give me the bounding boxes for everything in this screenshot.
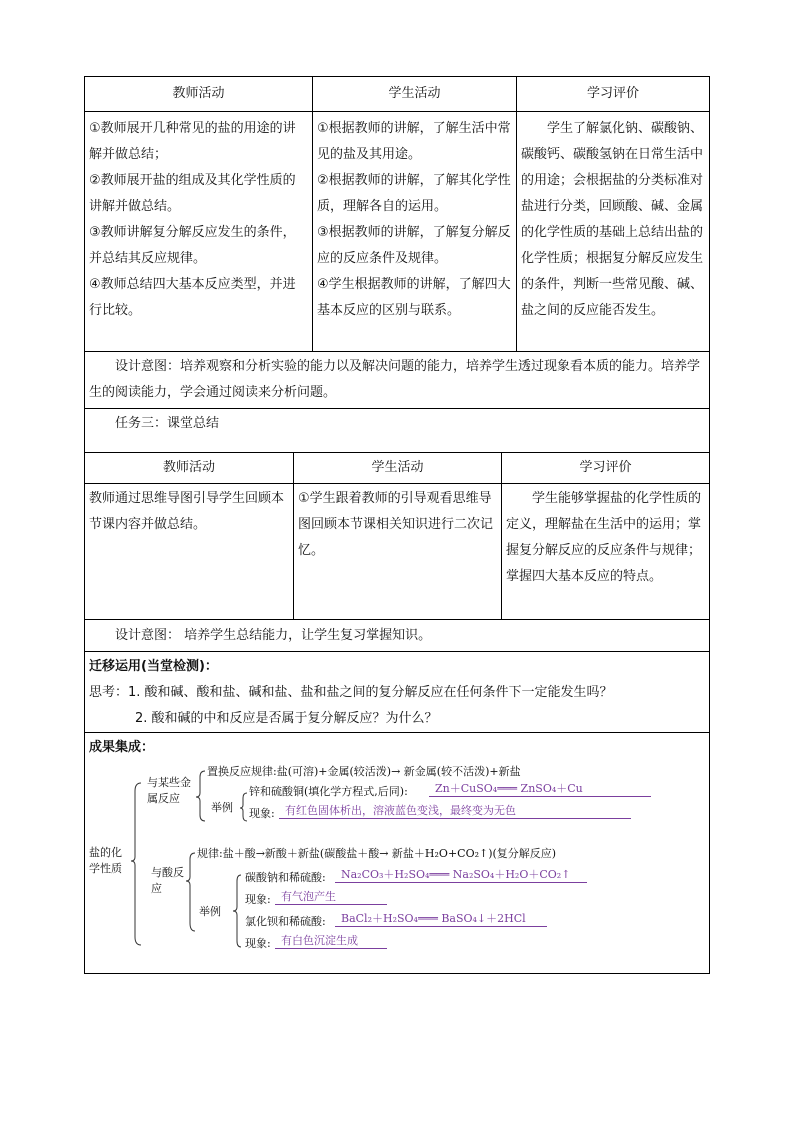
mind-ex1-phen-wrap	[279, 804, 631, 819]
design-intent-text: 设计意图：培养观察和分析实验的能力以及解决问题的能力，培养学生透过现象看本质的能力。培养学生的阅读能力，学会通过阅读来分析问题。	[89, 359, 701, 400]
teacher-text: 教师通过思维导图引导学生回顾本节课内容并做总结。	[89, 491, 285, 532]
teacher-item: ①教师展开几种常见的盐的用途的讲解并做总结；	[89, 121, 296, 162]
task-three-title: 任务三：课堂总结	[115, 416, 220, 431]
evaluation-text: 学生了解氯化钠、碳酸钠、碳酸钙、碳酸氢钠在日常生活中的用途；会根据盐的分类标准对盐进行分类，回顾酸、碱、金属的化学性质的基础上总结出盐的化学性质；根据复分解反应发生的条件，判断一些常见酸、碱、盐之间的反应能否发生。	[521, 121, 704, 318]
teacher-activity-cell	[85, 484, 294, 620]
evaluation-cell	[517, 112, 710, 352]
teacher-item: ③教师讲解复分解反应发生的条件，并总结其反应规律。	[89, 225, 296, 266]
evaluation-cell	[502, 484, 710, 620]
design-intent-text: 设计意图： 培养学生总结能力，让学生复习掌握知识。	[115, 627, 432, 643]
student-text: ①学生跟着教师的引导观看思维导图回顾本节课相关知识进行二次记忆。	[298, 491, 494, 558]
root-brace	[131, 783, 141, 945]
header-teacher: 教师活动	[85, 453, 294, 484]
mind-ex1-phenomenon: 有红色固体析出，溶液蓝色变浅，最终变为无色	[279, 804, 631, 819]
activity-table-2	[84, 452, 710, 974]
mind-rule-displacement: 置换反应规律:盐(可溶)+金属(较活泼)→ 新金属(较不活泼)+新盐	[207, 765, 521, 778]
mind-root: 盐的化学性质	[89, 846, 122, 875]
mind-branch-metal: 与某些金属反应	[147, 776, 191, 805]
example1-brace	[240, 793, 247, 821]
design-intent-2	[85, 620, 710, 652]
student-activity-cell	[294, 484, 502, 620]
mind-ex2-equation: Na₂CO₃＋H₂SO₄═══ Na₂SO₄＋H₂O＋CO₂↑	[335, 868, 587, 883]
mind-ex2-phenomenon: 有气泡产生	[275, 890, 387, 905]
mind-branch-acid: 与酸反应	[151, 866, 184, 895]
mind-ex3-phenomenon: 有白色沉淀生成	[275, 934, 387, 949]
header-teacher: 教师活动	[85, 77, 313, 112]
evaluation-text: 学生能够掌握盐的化学性质的定义，理解盐在生活中的运用；掌握复分解反应的反应条件与规律；掌握四大基本反应的特点。	[506, 491, 702, 584]
mind-phenomenon-label: 现象:	[245, 893, 271, 906]
header-evaluation: 学习评价	[502, 453, 710, 484]
transfer-title: 迁移运用(当堂检测)：	[89, 659, 218, 674]
results-section	[85, 733, 710, 974]
mind-ex1-equation: Zn＋CuSO₄═══ ZnSO₄＋Cu	[429, 782, 651, 797]
header-student: 学生活动	[313, 77, 517, 112]
mind-ex2-equation-wrap	[335, 868, 587, 883]
task-three-row	[85, 409, 710, 453]
header-student: 学生活动	[294, 453, 502, 484]
teacher-item: ②教师展开盐的组成及其化学性质的讲解并做总结。	[89, 173, 296, 214]
student-activity-cell	[313, 112, 517, 352]
mind-example-label: 举例	[199, 905, 221, 918]
mind-rule-acid: 规律:盐＋酸→新酸＋新盐(碳酸盐＋酸→ 新盐＋H₂O+CO₂↑)(复分解反应)	[197, 847, 557, 860]
mind-example-label: 举例	[211, 801, 233, 814]
document-page	[84, 76, 709, 974]
results-title: 成果集成：	[89, 740, 155, 755]
mind-ex2-label: 碳酸钠和稀硫酸:	[245, 871, 326, 884]
mind-ex3-phen-wrap	[275, 934, 387, 949]
branch1-brace	[196, 771, 205, 821]
activity-table-1	[84, 76, 710, 453]
student-item: ①根据教师的讲解，了解生活中常见的盐及其用途。	[317, 121, 511, 162]
student-item: ③根据教师的讲解，了解复分解反应的反应条件及规律。	[317, 225, 511, 266]
mind-ex1-label: 锌和硫酸铜(填化学方程式,后同):	[249, 785, 408, 798]
mind-ex3-label: 氯化钡和稀硫酸:	[245, 915, 326, 928]
example2-brace	[233, 875, 241, 947]
transfer-question-2: 2. 酸和碱的中和反应是否属于复分解反应？为什么？	[135, 711, 438, 726]
mind-ex1-equation-wrap	[429, 782, 651, 797]
mind-phenomenon-label: 现象:	[249, 807, 275, 820]
transfer-question-1: 思考：1. 酸和碱、酸和盐、碱和盐、盐和盐之间的复分解反应在任何条件下一定能发生吗？	[89, 685, 613, 700]
mind-phenomenon-label: 现象:	[245, 937, 271, 950]
header-evaluation: 学习评价	[517, 77, 710, 112]
student-item: ④学生根据教师的讲解，了解四大基本反应的区别与联系。	[317, 277, 511, 318]
mind-ex3-equation-wrap	[335, 912, 547, 927]
teacher-item: ④教师总结四大基本反应类型，并进行比较。	[89, 277, 296, 318]
branch2-brace	[186, 853, 195, 931]
design-intent-1	[85, 352, 710, 409]
mind-ex2-phen-wrap	[275, 890, 387, 905]
mind-ex3-equation: BaCl₂＋H₂SO₄═══ BaSO₄↓＋2HCl	[335, 912, 547, 927]
transfer-section	[85, 652, 710, 733]
mind-map	[89, 761, 705, 973]
teacher-activity-cell	[85, 112, 313, 352]
student-item: ②根据教师的讲解，了解其化学性质，理解各自的运用。	[317, 173, 511, 214]
